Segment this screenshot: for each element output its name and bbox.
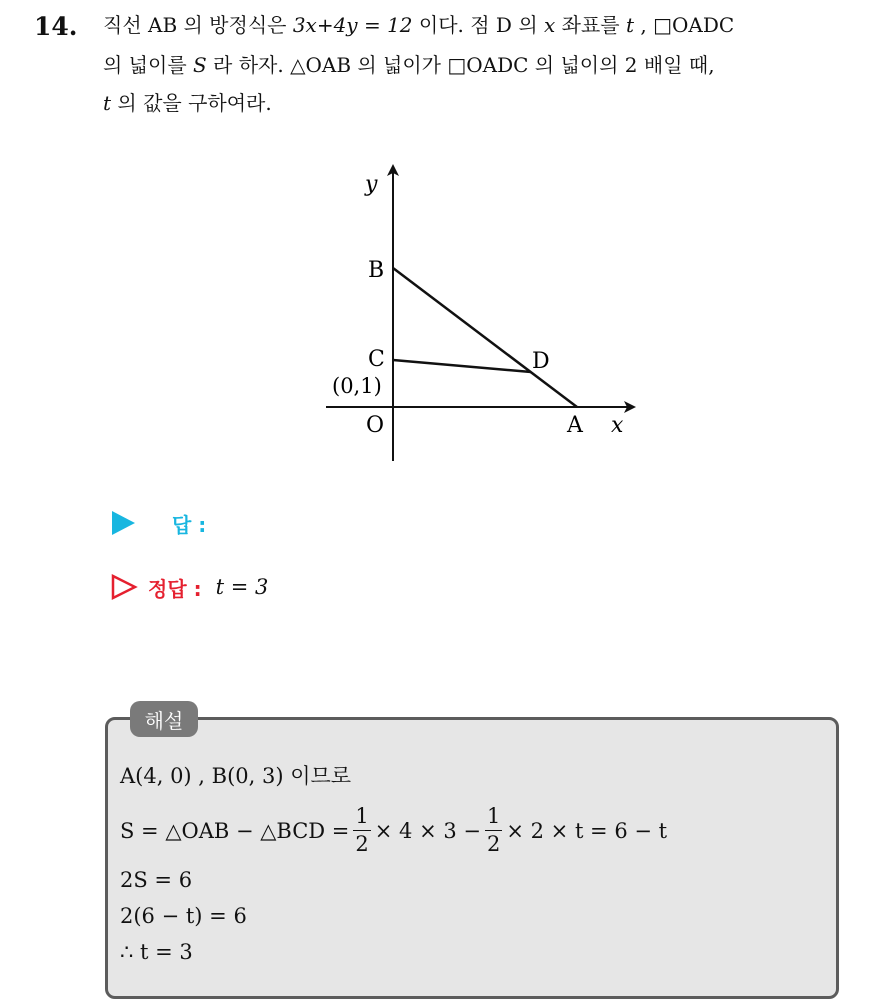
explanation-line2	[120, 806, 667, 855]
q2-part-b: 라 하자. △OAB 의 넓이가 □OADC 의 넓이의 2 배일 때,	[206, 53, 715, 77]
y-axis-label: y	[365, 172, 378, 197]
explanation-line2-part-c: × 2 × t = 6 − t	[506, 818, 668, 843]
q3-var-t: t	[103, 91, 112, 115]
point-C-coordinate: (0,1)	[332, 374, 382, 398]
coordinate-figure	[0, 0, 884, 480]
x-axis-label: x	[611, 413, 624, 438]
line-CD	[393, 360, 531, 372]
explanation-line5: ∴ t = 3	[120, 940, 193, 964]
q1-part-b: 이다. 점 D 의	[412, 13, 544, 37]
q2-part-a: 의 넓이를	[103, 53, 193, 77]
explanation-line4: 2(6 − t) = 6	[120, 904, 247, 928]
point-B-label: B	[368, 258, 385, 283]
q2-var-S: S	[193, 53, 207, 77]
origin-label: O	[366, 413, 385, 438]
explanation-line3: 2S = 6	[120, 868, 193, 892]
outline-play-icon	[110, 573, 138, 601]
fraction-numerator: 1	[353, 806, 370, 831]
explanation-line2-part-a: S = △OAB − △BCD =	[120, 818, 350, 843]
point-D-label: D	[532, 349, 550, 374]
correct-answer-label: 정답 :	[148, 576, 202, 601]
line-AB	[393, 268, 577, 407]
explanation-tab: 해설	[130, 701, 198, 737]
q3-part-b: 의 값을 구하여라.	[111, 91, 272, 115]
fraction-denominator-2: 2	[486, 832, 501, 856]
answer-row	[110, 508, 206, 538]
q1-equation: 3x+4y = 12	[292, 13, 413, 37]
filled-play-icon	[110, 510, 136, 536]
fraction-one-half-2	[485, 806, 502, 855]
explanation-line2-part-b: × 4 × 3 −	[374, 818, 481, 843]
fraction-one-half	[353, 806, 370, 855]
point-A-label: A	[567, 413, 583, 438]
fraction-denominator: 2	[355, 832, 369, 856]
explanation-line1: A(4, 0) , B(0, 3) 이므로	[120, 764, 352, 788]
q1-var-t: t	[625, 13, 635, 37]
q1-part-d: , □OADC	[634, 13, 735, 37]
correct-answer-value: t = 3	[215, 575, 269, 599]
point-C-label: C	[368, 347, 385, 372]
q1-part-a: 직선 AB 의 방정식은	[103, 13, 293, 37]
q1-part-c: 좌표를	[555, 13, 626, 37]
answer-label: 답 :	[172, 512, 207, 537]
question-number: 14.	[34, 12, 78, 41]
correct-answer-row	[110, 572, 268, 602]
fraction-numerator-2: 1	[485, 806, 502, 831]
q1-var-x: x	[544, 13, 556, 37]
